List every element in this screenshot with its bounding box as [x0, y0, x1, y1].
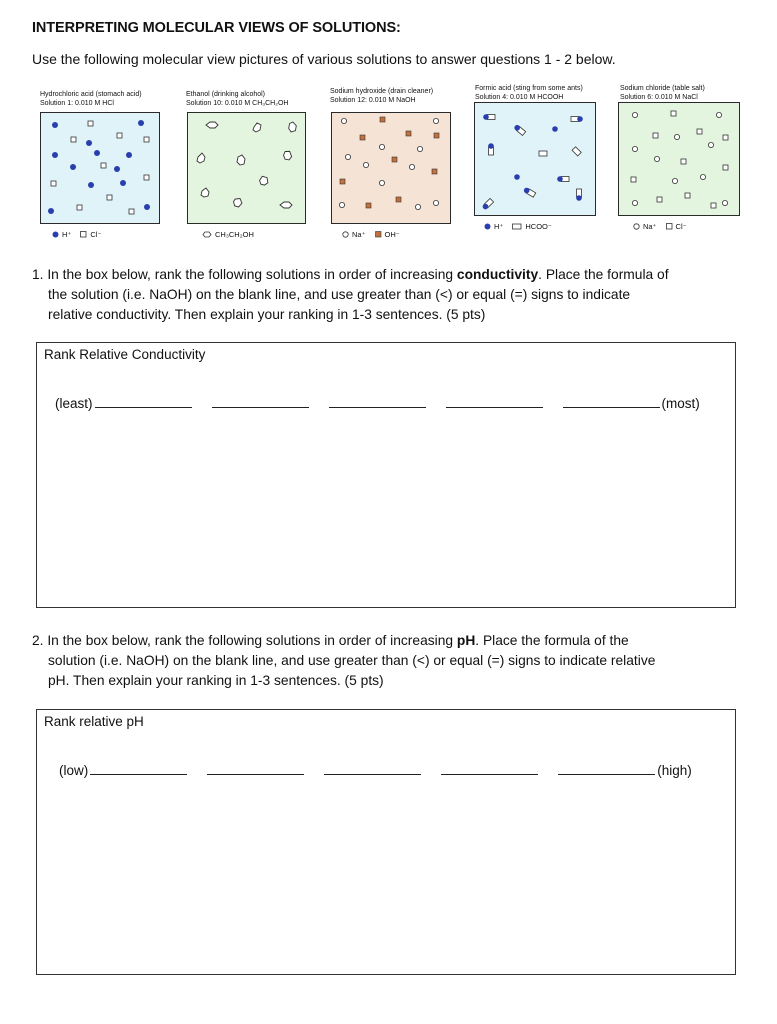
legend-circle-icon	[633, 223, 640, 230]
conductivity-blank-1[interactable]	[95, 407, 192, 408]
conductivity-rank-row	[55, 396, 700, 411]
legend-naoh: Na⁺ OH⁻	[342, 230, 406, 239]
rank-low-label: (low)	[59, 763, 89, 778]
conductivity-box-label: Rank Relative Conductivity	[44, 347, 206, 362]
ph-answer-box[interactable]	[36, 709, 736, 975]
legend-circle-icon	[342, 231, 349, 238]
molecular-view-naoh	[331, 112, 451, 224]
legend-nacl: Na⁺ Cl⁻	[633, 222, 693, 231]
ph-blank-4[interactable]	[441, 774, 538, 775]
worksheet-intro: Use the following molecular view pictures of various solutions to answer questions 1 - 2 below.	[32, 51, 616, 67]
molecular-view-ethanol	[187, 112, 306, 224]
conductivity-answer-box[interactable]	[36, 342, 736, 608]
ph-blank-2[interactable]	[207, 774, 304, 775]
rank-high-label: (high)	[657, 763, 692, 778]
legend-dot-icon	[52, 231, 59, 238]
conductivity-blank-3[interactable]	[329, 407, 426, 408]
ph-blank-3[interactable]	[324, 774, 421, 775]
legend-hcl: H⁺ Cl⁻	[52, 230, 107, 239]
panel-heading-naoh: Sodium hydroxide (drain cleaner) Solution 12: 0.010 M NaOH	[330, 88, 434, 104]
legend-brown-square-icon	[375, 231, 382, 238]
legend-square-icon	[80, 231, 87, 238]
conductivity-blank-5[interactable]	[563, 407, 660, 408]
question-2-keyword: pH	[456, 633, 476, 648]
rank-least-label: (least)	[55, 396, 93, 411]
conductivity-blank-4[interactable]	[446, 407, 543, 408]
conductivity-blank-2[interactable]	[212, 407, 309, 408]
legend-square-icon	[666, 223, 673, 230]
panel-heading-hcl: Hydrochloric acid (stomach acid) Solution 1: 0.010 M HCl	[40, 91, 142, 107]
panel-heading-nacl: Sodium chloride (table salt) Solution 6: 0.010 M NaCl	[620, 85, 705, 101]
molecular-view-nacl	[618, 102, 740, 216]
question-1: 1. In the box below, rank the following solutions in order of increasing conductivity. Place the formula of the solution (i.e. NaOH) on the blank line, and use greater than (<) or equal (=) signs to indicate relative conductivity. Then explain your ranking in 1-3 sentences. (5 pts)	[32, 267, 669, 322]
ph-box-label: Rank relative pH	[44, 714, 144, 729]
legend-hexagon-icon	[202, 231, 212, 238]
ph-blank-1[interactable]	[90, 774, 187, 775]
molecular-view-hcl	[40, 112, 160, 224]
worksheet-title: INTERPRETING MOLECULAR VIEWS OF SOLUTIONS:	[32, 20, 401, 36]
rank-most-label: (most)	[661, 396, 700, 411]
ph-blank-5[interactable]	[558, 774, 655, 775]
legend-formic: H⁺ HCOO⁻	[484, 222, 558, 231]
legend-rectangle-icon	[512, 223, 522, 230]
panel-heading-ethanol: Ethanol (drinking alcohol) Solution 10: 0.010 M CH₃CH₂OH	[186, 91, 289, 107]
molecular-view-formic	[474, 102, 596, 216]
legend-ethanol: CH₃CH₂OH	[202, 230, 260, 239]
question-1-keyword: conductivity	[456, 267, 539, 282]
ph-rank-row	[59, 763, 692, 778]
question-2: 2. In the box below, rank the following solutions in order of increasing pH. Place the formula of the solution (i.e. NaOH) on the blank line, and use greater than (<) or equal (=) signs to indicate relative pH. Then explain your ranking in 1-3 sentences. (5 pts)	[32, 633, 656, 688]
panel-heading-formic: Formic acid (sting from some ants) Solution 4: 0.010 M HCOOH	[475, 85, 583, 101]
legend-dot-icon	[484, 223, 491, 230]
